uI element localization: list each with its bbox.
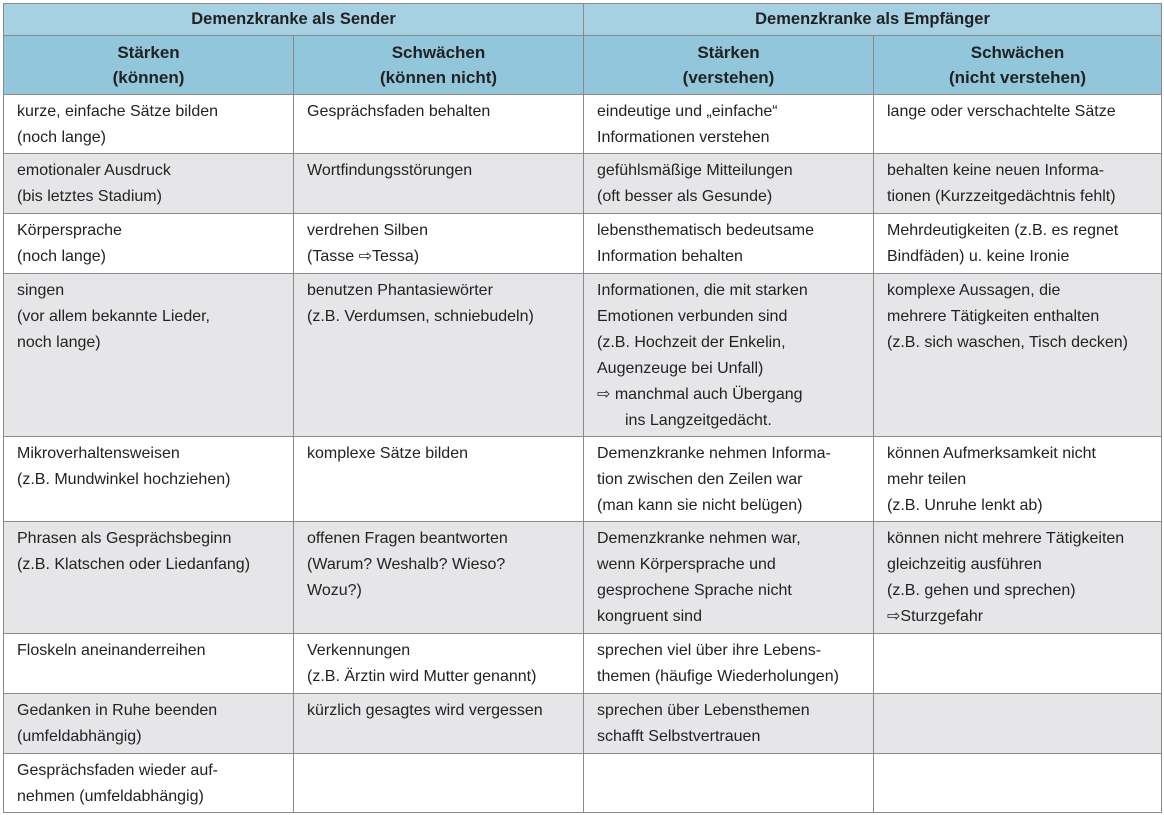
cell-text-line: (umfeldabhängig) [17, 728, 142, 745]
cell-text-line: Floskeln aneinanderreihen [17, 642, 206, 659]
sender-strength-cell [4, 154, 294, 214]
cell-text-line: (z.B. sich waschen, Tisch decken) [887, 334, 1128, 351]
cell-text-line: (z.B. gehen und sprechen) [887, 582, 1076, 599]
cell-text-line: Gesprächsfaden wieder auf- [17, 762, 218, 779]
sender-weakness-cell [294, 95, 584, 154]
sender-weakness-cell [294, 214, 584, 274]
cell-text-line: themen (häufige Wiederholungen) [597, 668, 839, 685]
cell-text-line: Gedanken in Ruhe beenden [17, 702, 218, 719]
receiver-weakness-cell [874, 274, 1162, 437]
sender-weakness-cell [294, 754, 584, 813]
cell-text-line: (z.B. Ärztin wird Mutter genannt) [307, 668, 537, 685]
column-header-sender-weaknesses [294, 36, 584, 95]
cell-text-line: (oft besser als Gesunde) [597, 188, 773, 205]
cell-text-line: komplexe Sätze bilden [307, 445, 468, 462]
cell-text-line: Phrasen als Gesprächsbeginn [17, 530, 232, 547]
column-header-subtitle: (nicht verstehen) [949, 68, 1086, 87]
column-header-subtitle: (können nicht) [379, 68, 498, 87]
cell-text-line: komplexe Aussagen, die [887, 282, 1061, 299]
cell-text-line: (man kann sie nicht belügen) [597, 497, 803, 514]
receiver-group-header: Demenzkranke als Empfänger [584, 4, 1162, 36]
column-header-receiver-strengths [584, 36, 874, 95]
cell-text-line: ins Langzeitgedächt. [625, 412, 772, 429]
cell-text-line: Verkennungen [307, 642, 411, 659]
cell-text-line: noch lange) [17, 334, 101, 351]
cell-text-line: Demenzkranke nehmen Informa- [597, 445, 831, 462]
sender-weakness-cell [294, 634, 584, 694]
cell-text-line: (noch lange) [17, 129, 106, 146]
column-header-row [4, 36, 1162, 95]
cell-text-line: Körpersprache [17, 222, 122, 239]
cell-text-line: Wortfindungsstörungen [307, 162, 473, 179]
table-row [4, 754, 1162, 813]
column-header-receiver-weaknesses [874, 36, 1162, 95]
table-row [4, 694, 1162, 754]
cell-text-line: gefühlsmäßige Mitteilungen [597, 162, 793, 179]
cell-text-line: lebensthematisch bedeutsame [597, 222, 815, 239]
cell-text-line: (bis letztes Stadium) [17, 188, 162, 205]
sender-strength-cell [4, 694, 294, 754]
dementia-communication-table [3, 3, 1162, 813]
cell-text-line: gesprochene Sprache nicht [597, 582, 792, 599]
cell-text-line: tion zwischen den Zeilen war [597, 471, 803, 488]
receiver-weakness-cell [874, 154, 1162, 214]
cell-text-line: (z.B. Mundwinkel hochziehen) [17, 471, 231, 488]
cell-text-line: kürzlich gesagtes wird vergessen [307, 702, 543, 719]
receiver-weakness-cell [874, 694, 1162, 754]
sender-weakness-cell [294, 694, 584, 754]
receiver-strength-cell [584, 154, 874, 214]
cell-text-line: Wozu?) [307, 582, 362, 599]
receiver-strength-cell [584, 274, 874, 437]
column-header-title: Stärken [697, 43, 760, 62]
cell-text-line: sprechen über Lebensthemen [597, 702, 810, 719]
table-row [4, 274, 1162, 437]
table-row [4, 154, 1162, 214]
cell-text-line: Gesprächsfaden behalten [307, 103, 491, 120]
sender-strength-cell [4, 214, 294, 274]
sender-strength-cell [4, 754, 294, 813]
receiver-strength-cell [584, 437, 874, 522]
cell-text-line: (vor allem bekannte Lieder, [17, 308, 210, 325]
cell-text-line: (Warum? Weshalb? Wieso? [307, 556, 506, 573]
cell-text-line: singen [17, 282, 65, 299]
cell-text-line: (noch lange) [17, 248, 106, 265]
receiver-strength-cell [584, 694, 874, 754]
cell-text-line: (z.B. Verdumsen, schniebudeln) [307, 308, 534, 325]
cell-text-line: Mehrdeutigkeiten (z.B. es regnet [887, 222, 1119, 239]
cell-text-line: benutzen Phantasiewörter [307, 282, 493, 299]
cell-text-line: Augenzeuge bei Unfall) [597, 360, 764, 377]
cell-text-line: kurze, einfache Sätze bilden [17, 103, 219, 120]
column-header-title: Schwächen [970, 43, 1065, 62]
cell-text-line: Demenzkranke nehmen war, [597, 530, 801, 547]
cell-text-line: Information behalten [597, 248, 743, 265]
receiver-strength-cell [584, 95, 874, 154]
cell-text-line: Bindfäden) u. keine Ironie [887, 248, 1070, 265]
receiver-strength-cell [584, 634, 874, 694]
table-row [4, 437, 1162, 522]
receiver-strength-cell [584, 522, 874, 634]
cell-text-line: ⇨Sturzgefahr [887, 608, 984, 625]
cell-text-line: Informationen, die mit starken [597, 282, 808, 299]
receiver-weakness-cell [874, 634, 1162, 694]
cell-text-line: (z.B. Klatschen oder Liedanfang) [17, 556, 251, 573]
cell-text-line: sprechen viel über ihre Lebens- [597, 642, 822, 659]
receiver-weakness-cell [874, 437, 1162, 522]
sender-group-header: Demenzkranke als Sender [4, 4, 584, 36]
receiver-weakness-cell [874, 754, 1162, 813]
receiver-weakness-cell [874, 522, 1162, 634]
cell-text-line: mehrere Tätigkeiten enthalten [887, 308, 1100, 325]
column-header-sender-strengths [4, 36, 294, 95]
column-header-title: Stärken [117, 43, 180, 62]
cell-text-line: lange oder verschachtelte Sätze [887, 103, 1116, 120]
sender-strength-cell [4, 274, 294, 437]
table-row [4, 214, 1162, 274]
cell-text-line: eindeutige und „einfache“ [597, 103, 778, 120]
cell-text-line: schafft Selbstvertrauen [597, 728, 761, 745]
sender-weakness-cell [294, 274, 584, 437]
cell-text-line: offenen Fragen beantworten [307, 530, 508, 547]
sender-strength-cell [4, 522, 294, 634]
cell-text-line: ⇨ manchmal auch Übergang [597, 386, 803, 403]
sender-weakness-cell [294, 154, 584, 214]
table-row [4, 95, 1162, 154]
cell-text-line: mehr teilen [887, 471, 967, 488]
cell-text-line: Mikroverhaltensweisen [17, 445, 180, 462]
cell-text-line: kongruent sind [597, 608, 702, 625]
cell-text-line: wenn Körpersprache und [597, 556, 776, 573]
receiver-weakness-cell [874, 214, 1162, 274]
column-header-title: Schwächen [391, 43, 486, 62]
sender-weakness-cell [294, 437, 584, 522]
cell-text-line: (Tasse ⇨Tessa) [307, 248, 420, 265]
group-header-row [4, 4, 1162, 36]
table-row [4, 522, 1162, 634]
receiver-strength-cell [584, 754, 874, 813]
cell-text-line: nehmen (umfeldabhängig) [17, 788, 204, 805]
table-body [4, 95, 1162, 813]
cell-text-line: behalten keine neuen Informa- [887, 162, 1105, 179]
cell-text-line: können nicht mehrere Tätigkeiten [887, 530, 1125, 547]
cell-text-line: (z.B. Hochzeit der Enkelin, [597, 334, 786, 351]
cell-text-line: (z.B. Unruhe lenkt ab) [887, 497, 1043, 514]
cell-text-line: verdrehen Silben [307, 222, 428, 239]
column-header-subtitle: (können) [112, 68, 185, 87]
cell-text-line: gleichzeitig ausführen [887, 556, 1042, 573]
receiver-weakness-cell [874, 95, 1162, 154]
cell-text-line: tionen (Kurzzeitgedächtnis fehlt) [887, 188, 1116, 205]
sender-strength-cell [4, 95, 294, 154]
sender-weakness-cell [294, 522, 584, 634]
cell-text-line: können Aufmerksamkeit nicht [887, 445, 1096, 462]
sender-strength-cell [4, 634, 294, 694]
table-header [4, 4, 1162, 95]
cell-text-line: emotionaler Ausdruck [17, 162, 171, 179]
receiver-strength-cell [584, 214, 874, 274]
table-row [4, 634, 1162, 694]
cell-text-line: Informationen verstehen [597, 129, 770, 146]
cell-text-line: Emotionen verbunden sind [597, 308, 788, 325]
sender-strength-cell [4, 437, 294, 522]
column-header-subtitle: (verstehen) [682, 68, 775, 87]
